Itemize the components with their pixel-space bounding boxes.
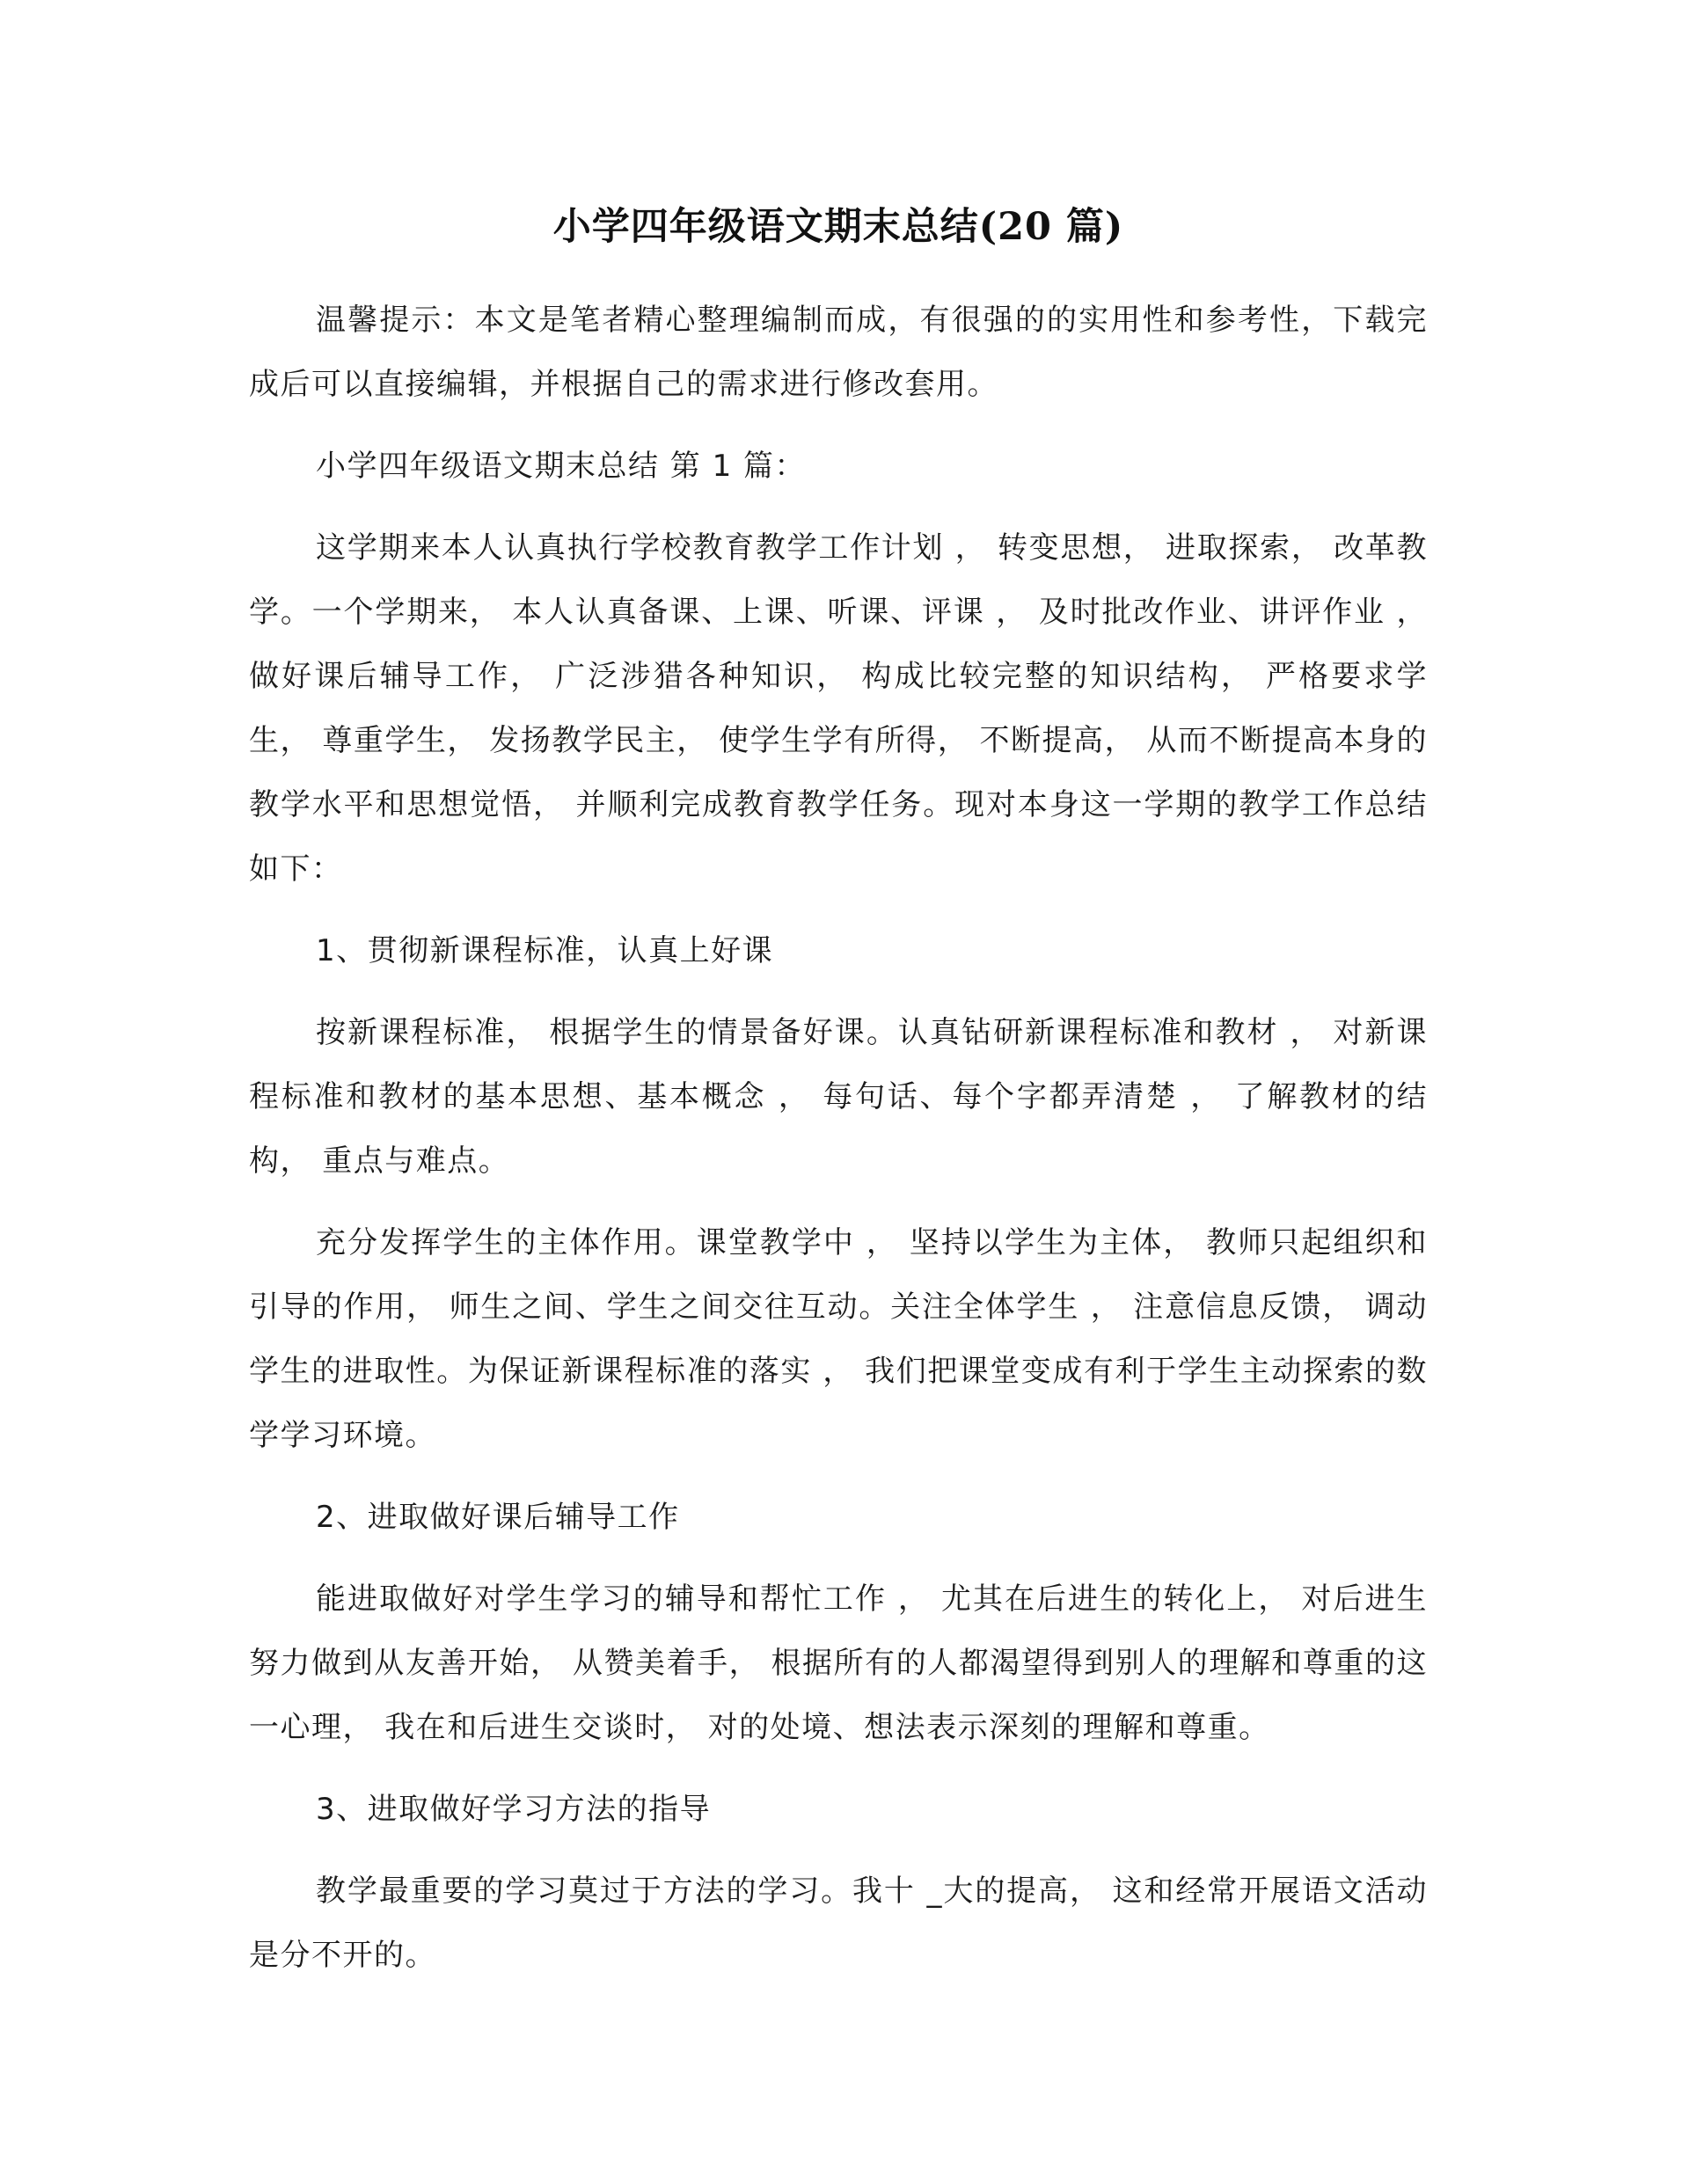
- section-3-heading: 3、进取做好学习方法的指导: [316, 1792, 712, 1827]
- notice-paragraph: 温馨提示：本文是笔者精心整理编制而成，有很强的的实用性和参考性，下载完成后可以直接编辑，并根据自己的需求进行修改套用。: [249, 303, 1428, 402]
- section-1-paragraph-1: 按新课程标准， 根据学生的情景备好课。认真钻研新课程标准和教材 ， 对新课程标准和教材的基本思想、基本概念 ， 每句话、每个字都弄清楚 ， 了解教材的结构， 重点与难点。: [249, 1015, 1428, 1179]
- section-2-heading: 2、进取做好课后辅导工作: [316, 1500, 680, 1535]
- section-1-paragraph-2: 充分发挥学生的主体作用。课堂教学中 ， 坚持以学生为主体， 教师只起组织和引导的作用， 师生之间、学生之间交往互动。关注全体学生 ， 注意信息反馈， 调动学生的进取性。为保证新课程标准的落实 ， 我们把课堂变成有利于学生主动探索的数学学习环境。: [249, 1225, 1428, 1453]
- section-2-paragraph-1: 能进取做好对学生学习的辅导和帮忙工作 ， 尤其在后进生的转化上， 对后进生努力做到从友善开始， 从赞美着手， 根据所有的人都渴望得到别人的理解和尊重的这一心理， 我在和后进生交谈时， 对的处境、想法表示深刻的理解和尊重。: [249, 1581, 1428, 1745]
- document-title: 小学四年级语文期末总结(20 篇): [552, 205, 1124, 249]
- document-body: [249, 192, 1428, 2005]
- chapter-heading: 小学四年级语文期末总结 第 1 篇：: [316, 449, 807, 484]
- section-3-paragraph-1: 教学最重要的学习莫过于方法的学习。我十 _大的提高， 这和经常开展语文活动是分不开的。: [249, 1874, 1428, 1973]
- section-1-heading: 1、贯彻新课程标准，认真上好课: [316, 933, 774, 968]
- intro-paragraph: 这学期来本人认真执行学校教育教学工作计划 ， 转变思想， 进取探索， 改革教学。一个学期来， 本人认真备课、上课、听课、评课 ， 及时批改作业、讲评作业 ， 做好课后辅导工作， 广泛涉猎各种知识， 构成比较完整的知识结构， 严格要求学生， 尊重学生， 发扬教学民主， 使学生学有所得， 不断提高， 从而不断提高本身的教学水平和思想觉悟， 并顺利完成教育教学任务。现对本身这一学期的教学工作总结如下：: [249, 530, 1428, 887]
